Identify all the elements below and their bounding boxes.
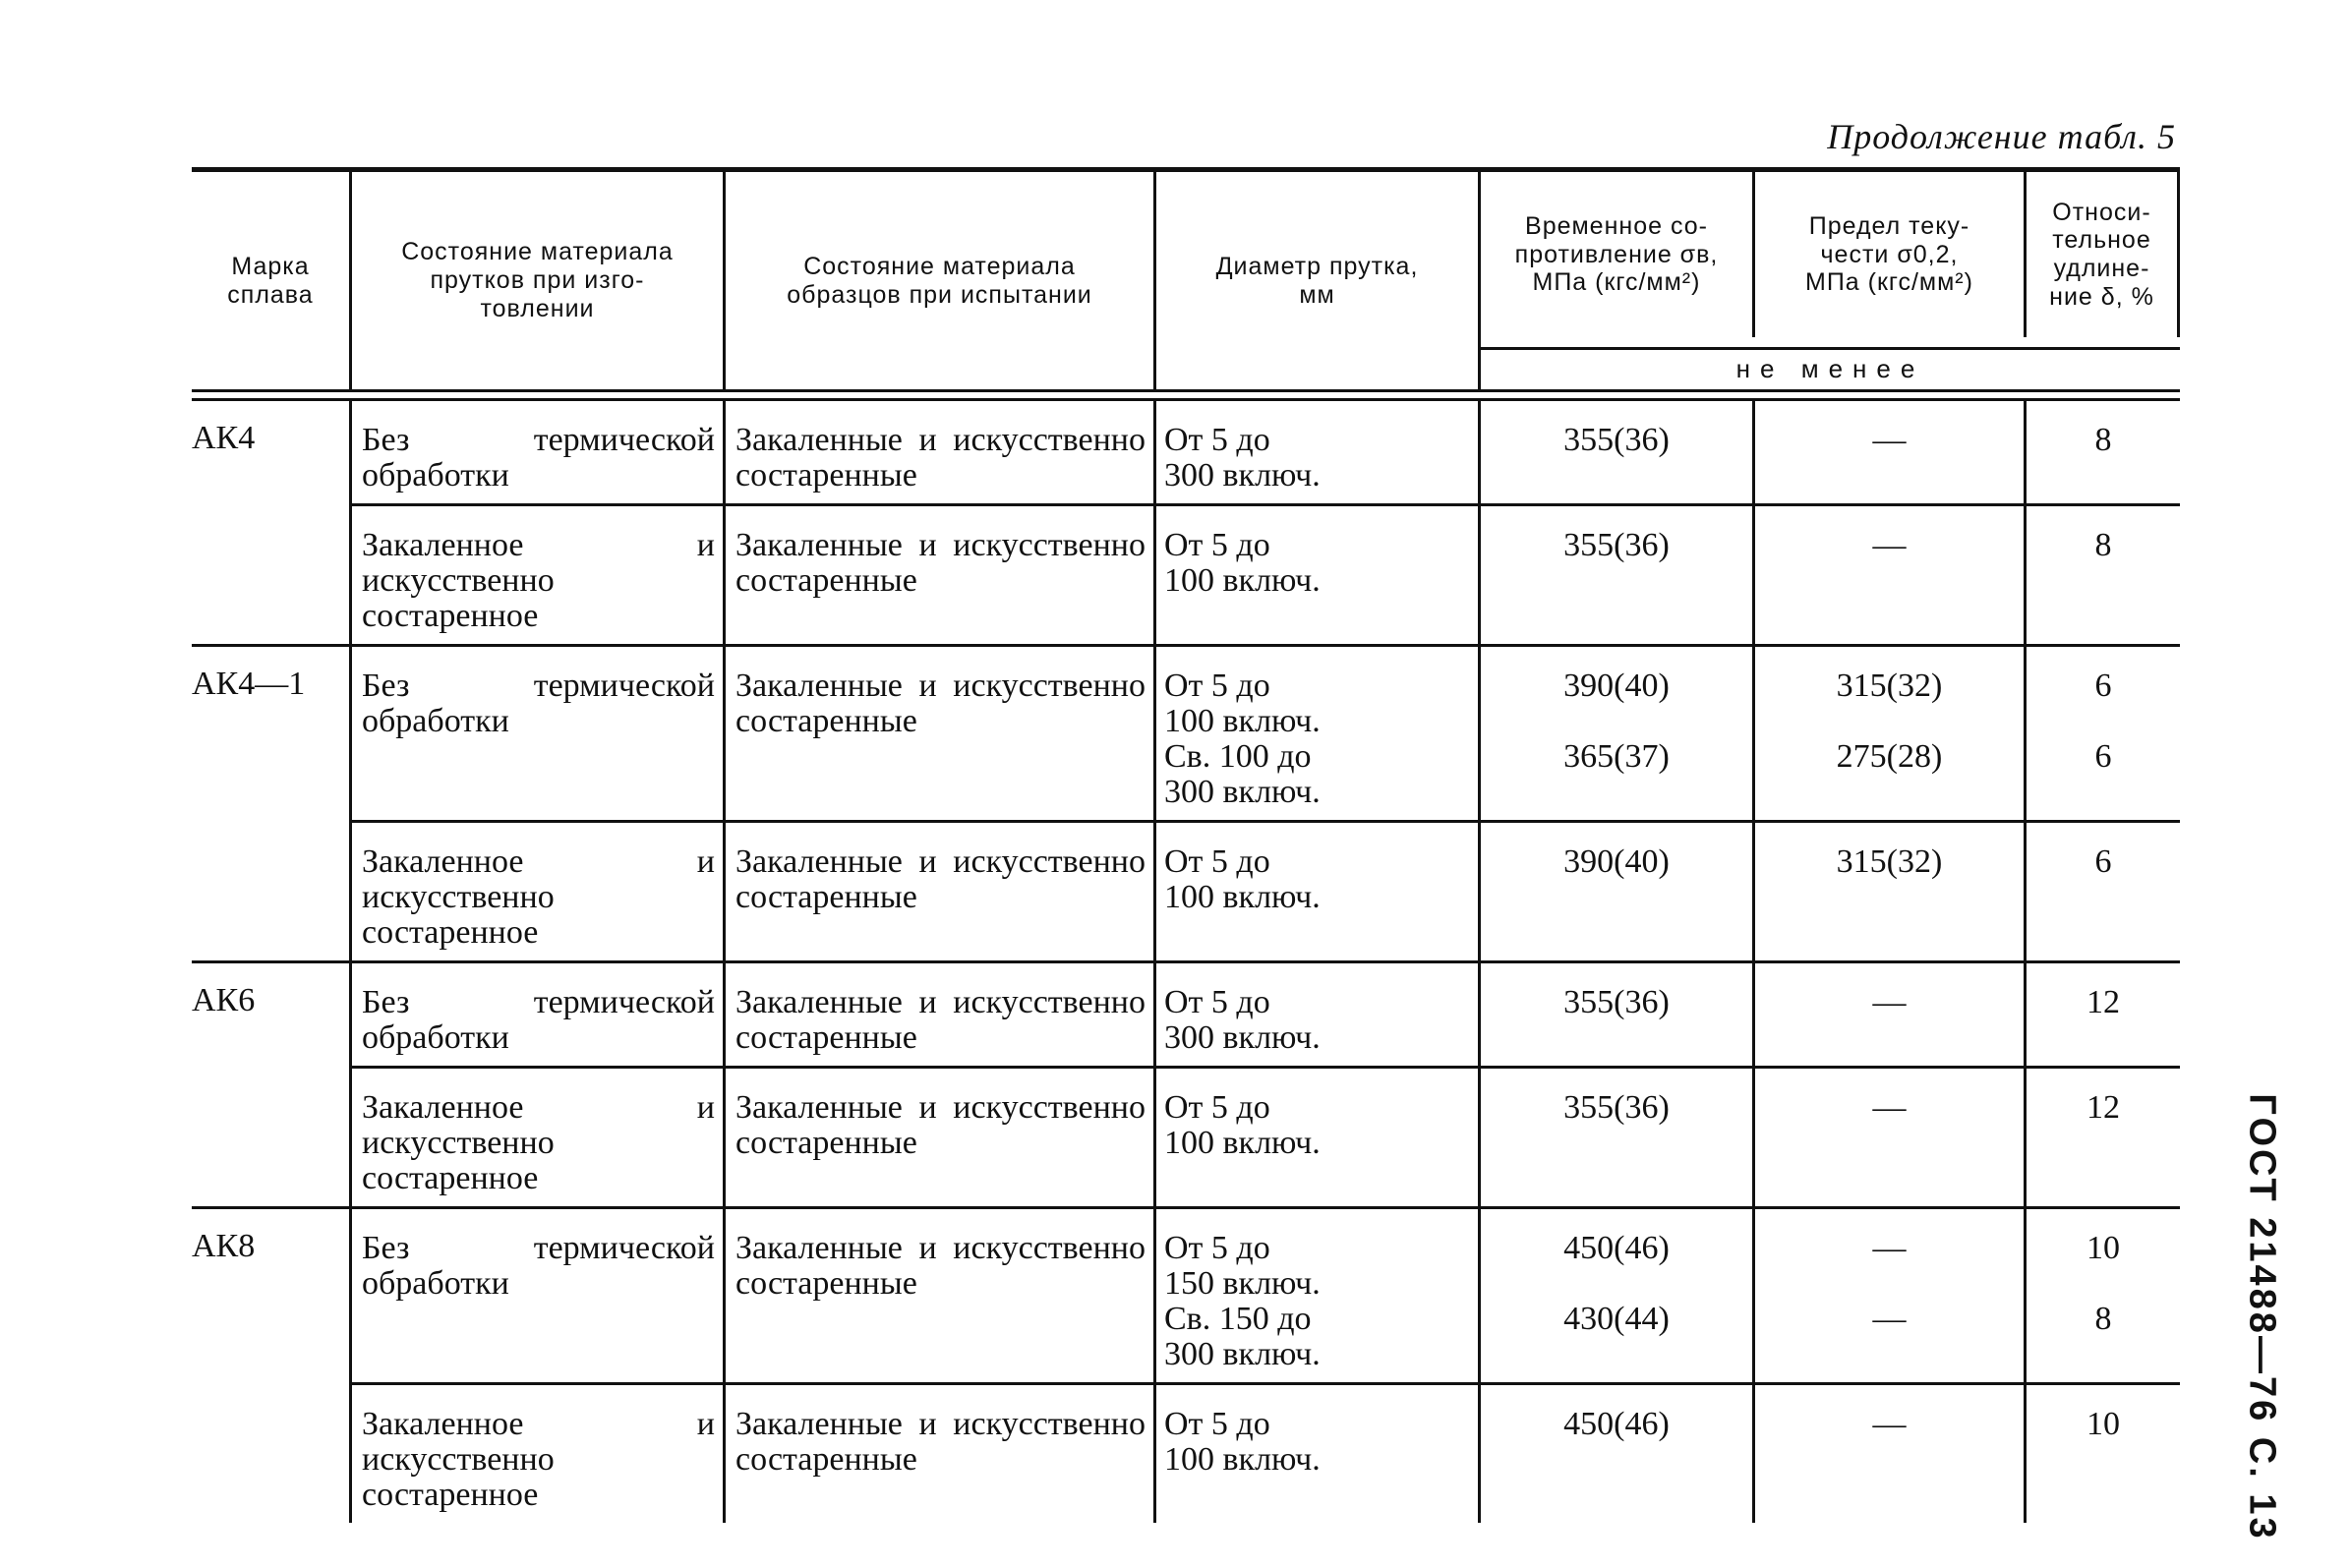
diameter-line: От 5 до bbox=[1164, 527, 1270, 563]
cell-mark: АК4—1 bbox=[192, 647, 352, 823]
diameter-line: 100 включ. bbox=[1164, 879, 1321, 915]
cell-strength bbox=[1481, 963, 1755, 1069]
cell-strength-value: 355(36) bbox=[1563, 984, 1670, 1020]
cell-strength-value: 365(37) bbox=[1563, 738, 1670, 775]
cell-sample-state: Закаленные и искусственно состаренные bbox=[726, 401, 1156, 506]
properties-table bbox=[192, 167, 2180, 1523]
cell-strength bbox=[1481, 647, 1755, 823]
cell-elongation bbox=[2027, 506, 2180, 647]
cell-diameter bbox=[1156, 823, 1481, 963]
cell-sample-state: Закаленные и искусственно состаренные bbox=[726, 647, 1156, 823]
cell-bar-state: Закаленное и искусственно состаренное bbox=[352, 1069, 726, 1209]
cell-yield-value: — bbox=[1872, 1406, 1907, 1442]
cell-sample-state: Закаленные и искусственно состаренные bbox=[726, 963, 1156, 1069]
table-body bbox=[192, 401, 2180, 1523]
cell-yield bbox=[1755, 401, 2027, 506]
cell-bar-state: Без термической обработки bbox=[352, 401, 726, 506]
cell-strength-value: 450(46) bbox=[1563, 1406, 1670, 1442]
cell-yield bbox=[1755, 963, 2027, 1069]
diameter-line: 300 включ. bbox=[1164, 774, 1321, 810]
cell-bar-state: Без термической обработки bbox=[352, 1209, 726, 1385]
diameter-line: 300 включ. bbox=[1164, 457, 1321, 494]
diameter-line: От 5 до bbox=[1164, 422, 1270, 458]
header-yield: Предел теку- чести σ0,2, МПа (кгс/мм²) bbox=[1755, 172, 2027, 337]
cell-sample-state: Закаленные и искусственно состаренные bbox=[726, 506, 1156, 647]
cell-diameter bbox=[1156, 647, 1481, 823]
table-row bbox=[192, 1385, 2180, 1523]
cell-strength-value: 430(44) bbox=[1563, 1301, 1670, 1337]
cell-mark bbox=[192, 823, 352, 963]
cell-diameter bbox=[1156, 1209, 1481, 1385]
cell-strength-value: 450(46) bbox=[1563, 1230, 1670, 1266]
cell-strength bbox=[1481, 506, 1755, 647]
diameter-line: От 5 до bbox=[1164, 668, 1270, 704]
cell-elongation-value: 6 bbox=[2094, 843, 2112, 880]
cell-yield-value: — bbox=[1872, 527, 1907, 563]
cell-mark bbox=[192, 1069, 352, 1209]
cell-yield-value: — bbox=[1872, 984, 1907, 1020]
header-diameter: Диаметр прутка, мм bbox=[1156, 172, 1481, 389]
cell-bar-state: Закаленное и искусственно состаренное bbox=[352, 1385, 726, 1523]
table-header bbox=[192, 172, 2180, 389]
cell-mark bbox=[192, 506, 352, 647]
header-double-rule bbox=[192, 389, 2180, 401]
cell-yield-value: — bbox=[1872, 1089, 1907, 1126]
header-min-label: не менее bbox=[1481, 347, 2180, 389]
cell-strength bbox=[1481, 1385, 1755, 1523]
cell-yield bbox=[1755, 1209, 2027, 1385]
table-row bbox=[192, 1209, 2180, 1385]
cell-yield bbox=[1755, 647, 2027, 823]
cell-strength-value: 355(36) bbox=[1563, 527, 1670, 563]
cell-yield-value: — bbox=[1872, 1230, 1907, 1266]
side-label-text: ГОСТ 21488—76 С. 13 bbox=[2241, 1093, 2283, 1541]
cell-elongation bbox=[2027, 401, 2180, 506]
diameter-line: 100 включ. bbox=[1164, 1441, 1321, 1478]
cell-yield bbox=[1755, 823, 2027, 963]
diameter-line: От 5 до bbox=[1164, 1406, 1270, 1442]
cell-yield-value: — bbox=[1872, 422, 1907, 458]
cell-elongation-value: 12 bbox=[2087, 1089, 2120, 1126]
cell-elongation-value: 10 bbox=[2087, 1406, 2120, 1442]
header-strength: Временное со- противление σв, МПа (кгс/мм²) bbox=[1481, 172, 1755, 337]
cell-mark: АК6 bbox=[192, 963, 352, 1069]
cell-bar-state: Закаленное и искусственно состаренное bbox=[352, 823, 726, 963]
cell-diameter bbox=[1156, 506, 1481, 647]
cell-elongation-value: 8 bbox=[2094, 422, 2112, 458]
cell-elongation-value: 12 bbox=[2087, 984, 2120, 1020]
cell-mark: АК8 bbox=[192, 1209, 352, 1385]
cell-strength bbox=[1481, 1209, 1755, 1385]
cell-diameter bbox=[1156, 1385, 1481, 1523]
cell-diameter bbox=[1156, 401, 1481, 506]
header-sample-state: Состояние материала образцов при испытании bbox=[726, 172, 1156, 389]
cell-sample-state: Закаленные и искусственно состаренные bbox=[726, 823, 1156, 963]
cell-elongation bbox=[2027, 647, 2180, 823]
cell-mark bbox=[192, 1385, 352, 1523]
diameter-line: Св. 100 до bbox=[1164, 738, 1312, 775]
cell-bar-state: Закаленное и искусственно состаренное bbox=[352, 506, 726, 647]
diameter-line: От 5 до bbox=[1164, 1089, 1270, 1126]
diameter-line: Св. 150 до bbox=[1164, 1301, 1312, 1337]
cell-bar-state: Без термической обработки bbox=[352, 647, 726, 823]
cell-yield bbox=[1755, 1069, 2027, 1209]
table-caption: Продолжение табл. 5 bbox=[1827, 117, 2176, 156]
cell-elongation bbox=[2027, 1209, 2180, 1385]
diameter-line: От 5 до bbox=[1164, 984, 1270, 1020]
table-row bbox=[192, 1069, 2180, 1209]
diameter-line: 300 включ. bbox=[1164, 1336, 1321, 1372]
cell-elongation bbox=[2027, 823, 2180, 963]
cell-diameter bbox=[1156, 1069, 1481, 1209]
cell-sample-state: Закаленные и искусственно состаренные bbox=[726, 1069, 1156, 1209]
header-elongation: Относи- тельное удлине- ние δ, % bbox=[2027, 172, 2180, 337]
cell-strength-value: 390(40) bbox=[1563, 668, 1670, 704]
table-row bbox=[192, 647, 2180, 823]
diameter-line: От 5 до bbox=[1164, 843, 1270, 880]
cell-yield bbox=[1755, 1385, 2027, 1523]
diameter-line: 100 включ. bbox=[1164, 562, 1321, 599]
cell-mark: АК4 bbox=[192, 401, 352, 506]
cell-strength bbox=[1481, 401, 1755, 506]
cell-elongation-value: 8 bbox=[2094, 527, 2112, 563]
cell-elongation bbox=[2027, 1385, 2180, 1523]
cell-bar-state: Без термической обработки bbox=[352, 963, 726, 1069]
diameter-line: 100 включ. bbox=[1164, 1125, 1321, 1161]
diameter-line: От 5 до bbox=[1164, 1230, 1270, 1266]
cell-elongation bbox=[2027, 1069, 2180, 1209]
header-mark: Марка сплава bbox=[192, 172, 352, 389]
cell-elongation-value: 8 bbox=[2094, 1301, 2112, 1337]
diameter-line: 300 включ. bbox=[1164, 1019, 1321, 1056]
cell-strength-value: 355(36) bbox=[1563, 422, 1670, 458]
cell-diameter bbox=[1156, 963, 1481, 1069]
diameter-line: 150 включ. bbox=[1164, 1265, 1321, 1302]
cell-sample-state: Закаленные и искусственно состаренные bbox=[726, 1209, 1156, 1385]
table-row bbox=[192, 401, 2180, 506]
cell-yield-value: — bbox=[1872, 1301, 1907, 1337]
cell-yield-value: 315(32) bbox=[1836, 843, 1943, 880]
table-row bbox=[192, 963, 2180, 1069]
cell-elongation bbox=[2027, 963, 2180, 1069]
cell-sample-state: Закаленные и искусственно состаренные bbox=[726, 1385, 1156, 1523]
table-row bbox=[192, 506, 2180, 647]
diameter-line: 100 включ. bbox=[1164, 703, 1321, 739]
cell-elongation-value: 6 bbox=[2094, 738, 2112, 775]
cell-elongation-value: 10 bbox=[2087, 1230, 2120, 1266]
cell-strength-value: 355(36) bbox=[1563, 1089, 1670, 1126]
cell-yield bbox=[1755, 506, 2027, 647]
page-side-label bbox=[2240, 1093, 2283, 1541]
cell-strength-value: 390(40) bbox=[1563, 843, 1670, 880]
cell-elongation-value: 6 bbox=[2094, 668, 2112, 704]
table-row bbox=[192, 823, 2180, 963]
cell-yield-value: 275(28) bbox=[1836, 738, 1943, 775]
cell-strength bbox=[1481, 1069, 1755, 1209]
header-bar-state: Состояние материала прутков при изго- товлении bbox=[352, 172, 726, 389]
cell-yield-value: 315(32) bbox=[1836, 668, 1943, 704]
cell-strength bbox=[1481, 823, 1755, 963]
